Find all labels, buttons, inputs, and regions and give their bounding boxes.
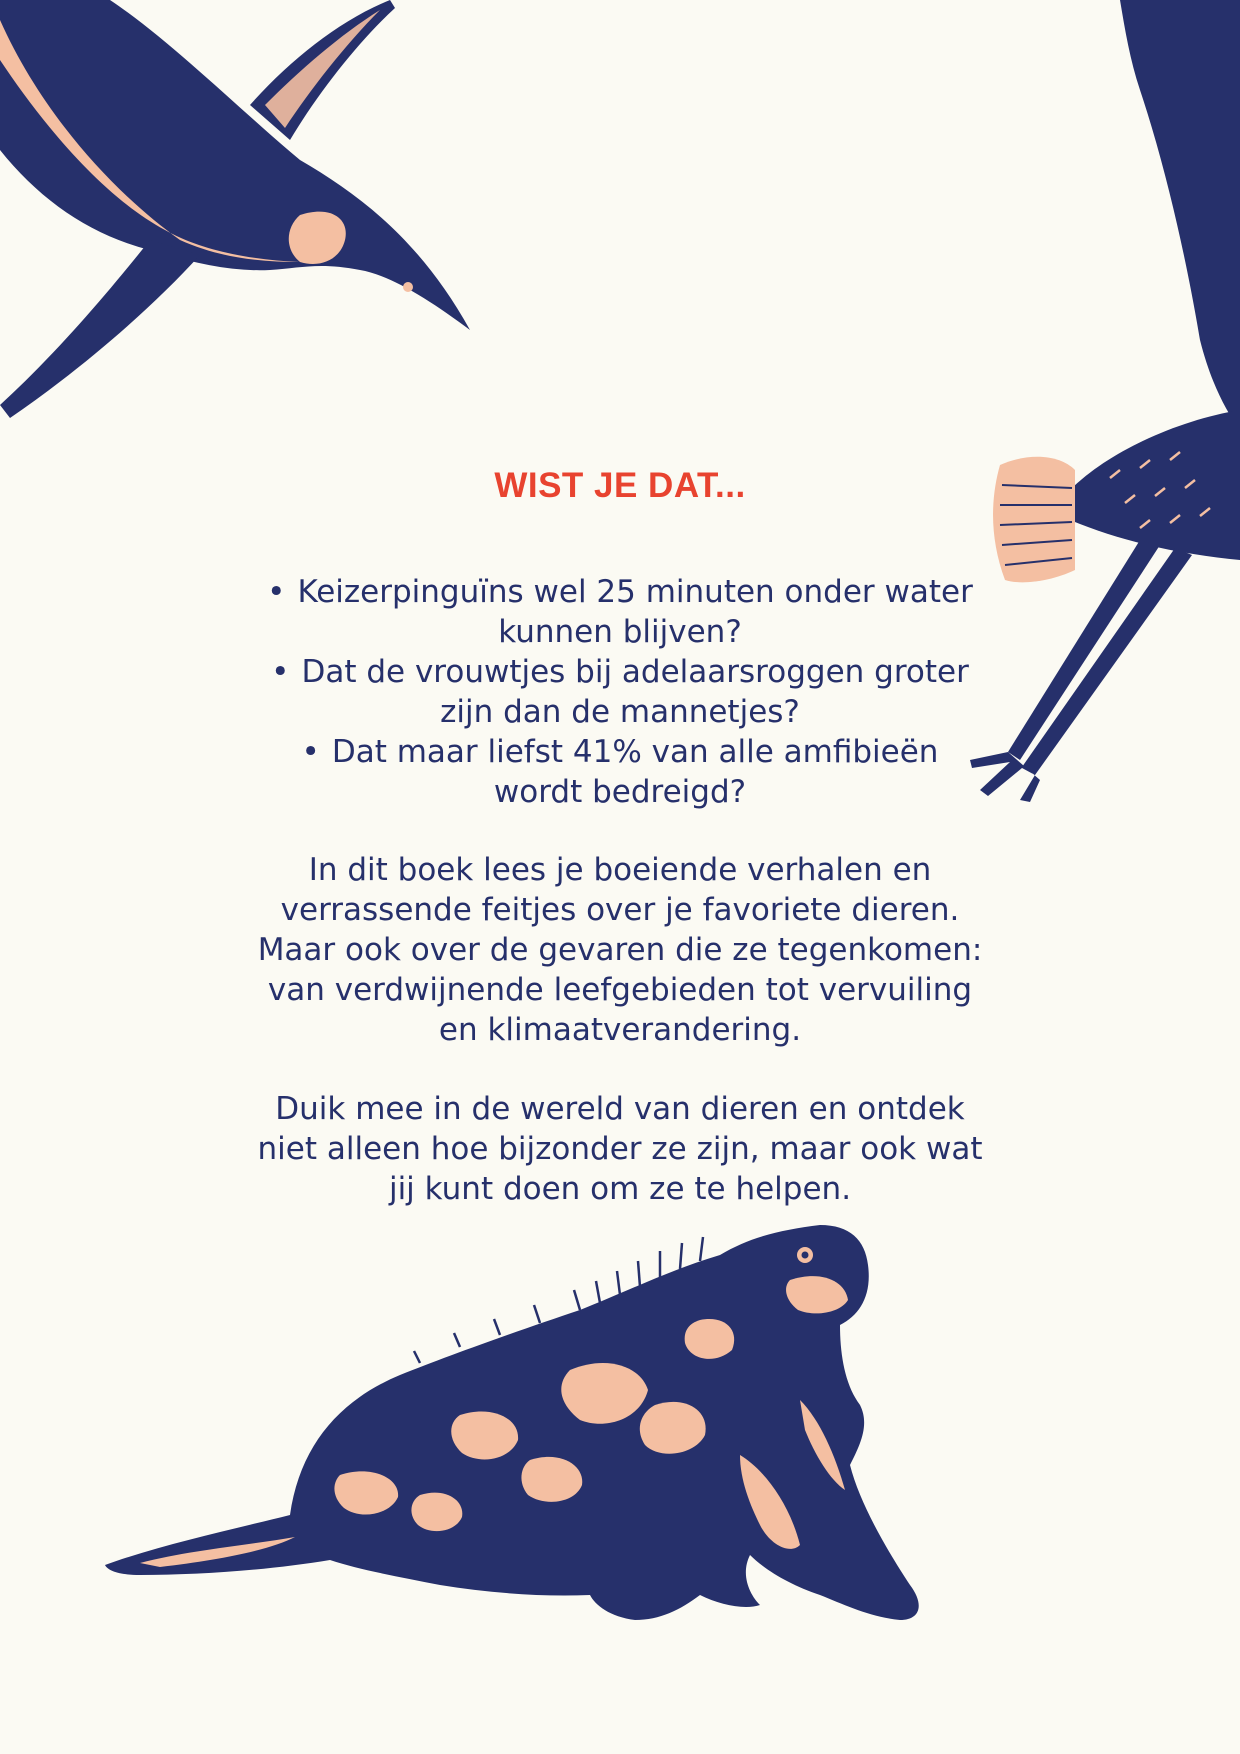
fact-item — [140, 732, 1100, 812]
fact-line: kunnen blijven? — [498, 614, 742, 650]
fact-line: Dat maar liefst 41% van alle amfibieën — [331, 734, 939, 770]
paragraph-line: van verdwijnende leefgebieden tot vervuiling — [267, 972, 973, 1008]
fact-line: wordt bedreigd? — [493, 774, 747, 810]
heading-wist-je-dat: WIST JE DAT... — [494, 466, 746, 505]
paragraph-line: In dit boek lees je boeiende verhalen en — [308, 852, 932, 888]
fact-item — [140, 572, 1100, 652]
penguin-illustration — [0, 0, 480, 420]
fact-item — [140, 652, 1100, 732]
paragraph-line: verrassende feitjes over je favoriete dieren. — [280, 892, 960, 928]
paragraph-line: en klimaatverandering. — [438, 1012, 802, 1048]
bullet-icon: • — [267, 574, 286, 610]
paragraph-line: niet alleen hoe bijzonder ze zijn, maar ook wat — [257, 1131, 983, 1167]
paragraph-line: Duik mee in de wereld van dieren en ontdek — [275, 1091, 965, 1127]
iguana-illustration — [100, 1225, 1040, 1665]
bullet-icon: • — [301, 734, 320, 770]
fact-line: Keizerpinguïns wel 25 minuten onder water — [297, 574, 973, 610]
bullet-icon: • — [271, 654, 290, 690]
fact-list — [140, 572, 1100, 812]
intro-paragraph — [130, 850, 1110, 1050]
fact-line: Dat de vrouwtjes bij adelaarsroggen groter — [301, 654, 969, 690]
paragraph-line: Maar ook over de gevaren die ze tegenkomen: — [257, 932, 983, 968]
closing-paragraph — [130, 1089, 1110, 1209]
paragraph-line: jij kunt doen om ze te helpen. — [388, 1171, 852, 1207]
fact-line: zijn dan de mannetjes? — [440, 694, 800, 730]
